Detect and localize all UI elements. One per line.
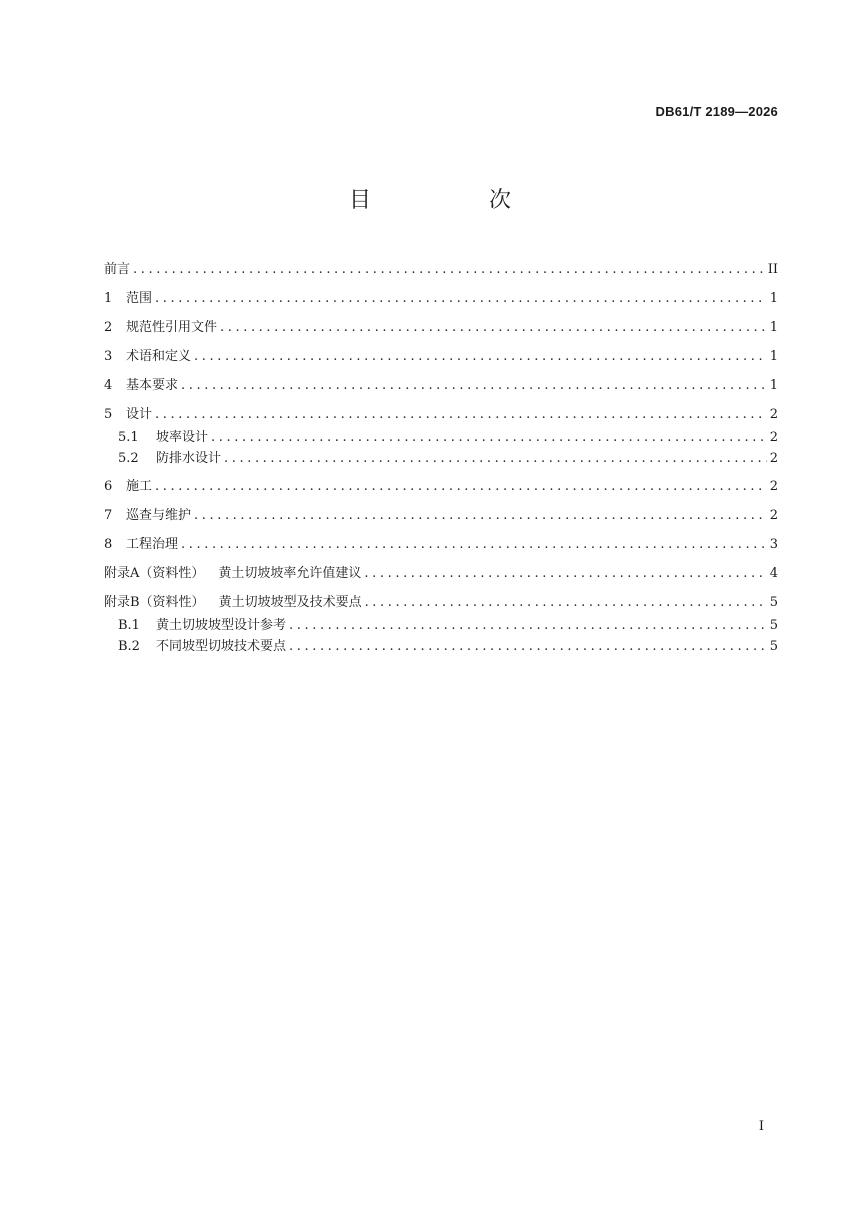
toc-entry-page: 5	[769, 639, 778, 654]
toc-entry-construction[interactable]	[104, 478, 778, 496]
toc-entry-label: 坡率设计	[156, 430, 209, 445]
toc-leader-dots	[194, 348, 767, 366]
toc-leader-dots	[155, 478, 767, 496]
toc-entry-label: 基本要求	[126, 378, 179, 393]
toc-entry-label: 黄土切坡坡型及技术要点	[218, 595, 362, 610]
page-number: I	[758, 1119, 764, 1134]
toc-entry-appendix-b2[interactable]	[118, 638, 778, 656]
toc-entry-label: 规范性引用文件	[126, 320, 218, 335]
table-of-contents	[104, 0, 778, 1217]
toc-entry-engineering-treatment[interactable]	[104, 536, 778, 554]
toc-leader-dots	[364, 565, 766, 583]
toc-leader-dots	[181, 377, 767, 395]
toc-entry-page: 5	[769, 595, 778, 610]
toc-entry-normative-references[interactable]	[104, 319, 778, 337]
toc-entry-page: 1	[769, 378, 778, 393]
toc-entry-page: 1	[769, 291, 778, 306]
toc-entry-drainage-design[interactable]	[118, 450, 778, 468]
toc-leader-dots	[365, 594, 767, 612]
document-code: DB61/T 2189—2026	[655, 104, 778, 119]
toc-entry-label: 黄土切坡坡率允许值建议	[218, 566, 362, 581]
toc-entry-label: 施工	[126, 479, 153, 494]
toc-entry-page: 4	[769, 566, 778, 581]
toc-entry-number: 5.2	[118, 451, 139, 466]
toc-entry-page: 2	[769, 508, 778, 523]
toc-entry-scope[interactable]	[104, 290, 778, 308]
toc-entry-label: 工程治理	[126, 537, 179, 552]
toc-entry-page: 1	[769, 349, 778, 364]
toc-entry-label: 设计	[126, 407, 153, 422]
toc-entry-appendix-a[interactable]	[104, 565, 778, 583]
toc-entry-number: 5	[104, 407, 113, 422]
toc-entry-number: B.1	[118, 618, 140, 633]
toc-entry-number: 3	[104, 349, 113, 364]
toc-entry-page: 2	[769, 479, 778, 494]
toc-leader-dots	[194, 507, 767, 525]
toc-title: 目 次	[348, 188, 559, 213]
toc-entry-label: 前言	[104, 262, 131, 277]
toc-entry-page: 1	[769, 320, 778, 335]
toc-leader-dots	[155, 406, 767, 424]
toc-entry-label: 巡查与维护	[126, 508, 192, 523]
toc-entry-page: 3	[769, 537, 778, 552]
toc-leader-dots	[224, 450, 767, 468]
toc-entry-number: 4	[104, 378, 113, 393]
toc-entry-number: 5.1	[118, 430, 139, 445]
toc-entry-preface[interactable]	[104, 261, 778, 279]
toc-entry-label: 黄土切坡坡型设计参考	[156, 618, 287, 633]
toc-entry-terms[interactable]	[104, 348, 778, 366]
toc-entry-page: II	[767, 262, 778, 277]
toc-leader-dots	[220, 319, 767, 337]
toc-entry-number: 1	[104, 291, 113, 306]
toc-entry-page: 2	[769, 407, 778, 422]
toc-entry-number: 6	[104, 479, 113, 494]
toc-leader-dots	[181, 536, 767, 554]
toc-leader-dots	[289, 638, 767, 656]
toc-entry-label: 防排水设计	[156, 451, 222, 466]
toc-entry-number: 7	[104, 508, 113, 523]
toc-entry-number: 2	[104, 320, 113, 335]
toc-entry-number: 附录A（资料性）	[104, 566, 205, 581]
toc-leader-dots	[289, 617, 767, 635]
toc-leader-dots	[155, 290, 767, 308]
toc-entry-page: 2	[769, 430, 778, 445]
toc-entry-appendix-b[interactable]	[104, 594, 778, 612]
toc-entry-appendix-b1[interactable]	[118, 617, 778, 635]
toc-leader-dots	[133, 261, 765, 279]
toc-entry-slope-ratio-design[interactable]	[118, 429, 778, 447]
toc-entry-label: 范围	[126, 291, 153, 306]
toc-entry-number: 附录B（资料性）	[104, 595, 205, 610]
toc-entry-label: 不同坡型切坡技术要点	[156, 639, 287, 654]
toc-entry-design[interactable]	[104, 406, 778, 424]
toc-entry-label: 术语和定义	[126, 349, 192, 364]
toc-entry-page: 2	[769, 451, 778, 466]
toc-entry-page: 5	[769, 618, 778, 633]
toc-entry-inspection-maintenance[interactable]	[104, 507, 778, 525]
toc-entry-number: B.2	[118, 639, 140, 654]
toc-entry-number: 8	[104, 537, 113, 552]
toc-entry-basic-requirements[interactable]	[104, 377, 778, 395]
toc-leader-dots	[211, 429, 767, 447]
